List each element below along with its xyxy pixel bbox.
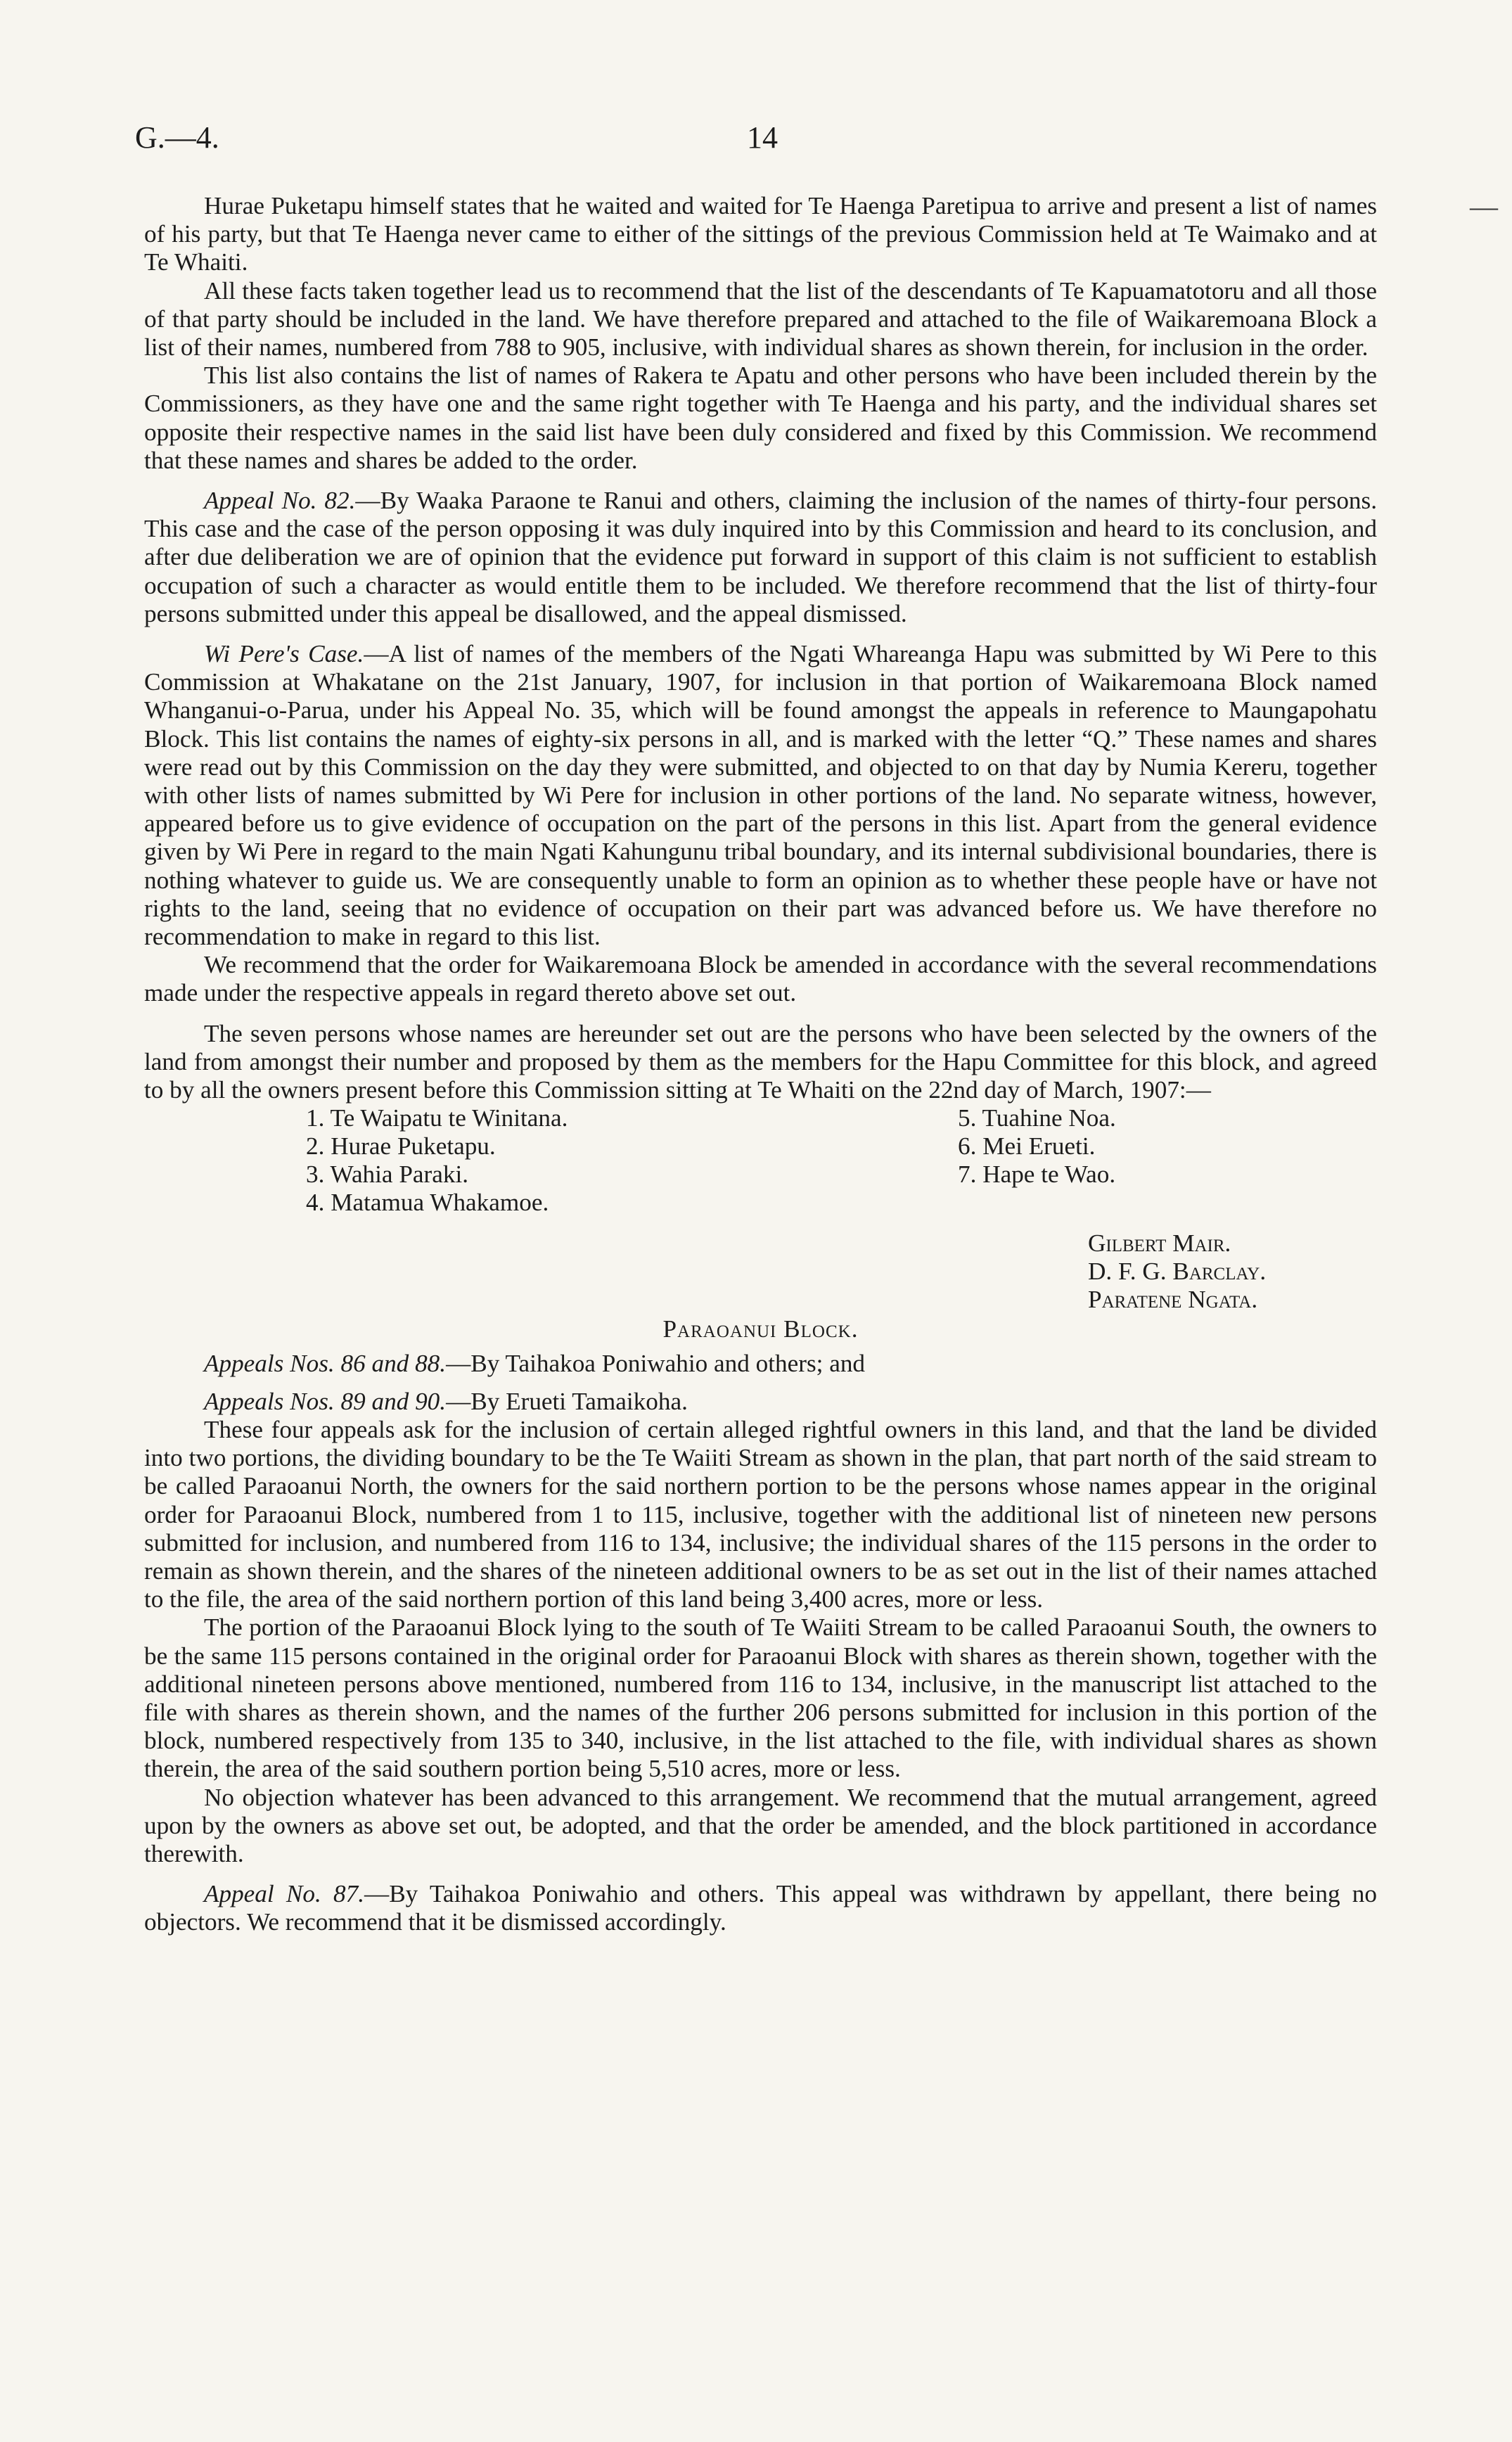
appeal-82-label: Appeal No. 82. <box>204 487 356 515</box>
commissioner-signatures <box>144 1229 1377 1315</box>
appeals-89-90-label: Appeals Nos. 89 and 90. <box>204 1387 447 1415</box>
paragraph-appeal-82 <box>144 487 1377 628</box>
member-item: 4. Matamua Whakamoe. <box>306 1189 549 1217</box>
wi-pere-text: —A list of names of the members of the Ngati Whareanga Hapu was submitted by Wi Pere to this Commission at Whakatane on the 21st January, 1907, for inclusion in that portion of Waikaremoana Block named Whanganui-o-Parua, under his Appeal No. 35, which will be found amongst the appeals in reference to Maungapohatu Block. This list contains the names of eighty-six persons in all, and is marked with the letter “Q.” These names and shares were read out by this Commission on the day they were submitted, and objected to on that day by Numia Kereru, together with other lists of names submitted by Wi Pere for inclusion in other portions of the land. No separate witness, however, appeared before us to give evidence of occupation on the part of the persons in this list. Apart from the general evidence given by Wi Pere in regard to the main Ngati Kahungunu tribal boundary, and its internal subdivisional boundaries, there is nothing whatever to guide us. We are consequently unable to form an opinion as to whether these people have or have not rights to the land, seeing that no evidence of occupation on their part was advanced before us. We have therefore no recommendation to make in regard to this list. <box>144 640 1377 951</box>
paragraph-hurae-puketapu: Hurae Puketapu himself states that he waited and waited for Te Haenga Paretipua to arrive and present a list of names of his party, but that Te Haenga never came to either of the sittings of the previous Commission held at Te Waimako and at Te Whaiti. <box>144 192 1377 276</box>
section-heading-paraoanui: Paraoanui Block. <box>662 1315 859 1343</box>
paragraph-seven-persons: The seven persons whose names are hereunder set out are the persons who have been selected by the owners of the land from amongst their number and proposed by them as the members for the Hapu Committee for this block, and agreed to by all the owners present before this Commission sitting at Te Whaiti on the 22nd day of March, 1907:— <box>144 1019 1377 1104</box>
wi-pere-label: Wi Pere's Case. <box>204 640 364 668</box>
body-text <box>144 192 1377 1937</box>
page-number: 14 <box>747 120 778 155</box>
member-item: 1. Te Waipatu te Winitana. <box>306 1104 568 1132</box>
signatory-name: D. F. G. Barclay. <box>1088 1258 1267 1286</box>
appeals-86-88-label: Appeals Nos. 86 and 88. <box>204 1349 447 1377</box>
margin-dash-mark: — <box>1470 191 1498 222</box>
signatory-name: Paratene Ngata. <box>1088 1286 1258 1314</box>
appeal-82-text: —By Waaka Paraone te Ranui and others, claiming the inclusion of the names of thirty-four persons. This case and the case of the person opposing it was duly inquired into by this Commission and heard to its conclusion, and after due deliberation we are of opinion that the evidence put forward in support of this claim is not sufficient to establish occupation of such a character as would entitle them to be included. We therefore recommend that the list of thirty-four persons submitted under this appeal be disallowed, and the appeal dismissed. <box>144 487 1377 627</box>
paragraph-no-objection: No objection whatever has been advanced to this arrangement. We recommend that the mutual arrangement, agreed upon by the owners as above set out, be adopted, and that the order be amended, and the block partitioned in accordance therewith. <box>144 1783 1377 1867</box>
member-item: 6. Mei Erueti. <box>958 1132 1096 1161</box>
signatory-name: Gilbert Mair. <box>1088 1229 1231 1258</box>
appeal-87-text: —By Taihakoa Poniwahio and others. This appeal was withdrawn by appellant, there being no objectors. We recommend that it be dismissed accordingly. <box>144 1880 1377 1936</box>
parliamentary-paper-reference: G.—4. <box>135 120 219 155</box>
paragraph-appeals-86-88 <box>144 1350 1377 1378</box>
paragraph-wi-pere-case <box>144 640 1377 951</box>
appeals-89-90-text: —By Erueti Tamaikoha. <box>446 1387 688 1415</box>
paragraph-recommend-amend: We recommend that the order for Waikaremoana Block be amended in accordance with the several recommendations made under the respective appeals in regard thereto above set out. <box>144 951 1377 1007</box>
paragraph-rakera-list: This list also contains the list of names of Rakera te Apatu and other persons who have been included therein by the Commissioners, as they have one and the same right together with Te Haenga and his party, and the individual shares set opposite their respective names in the said list have been duly considered and fixed by this Commission. We recommend that these names and shares be added to the order. <box>144 362 1377 474</box>
appeal-87-label: Appeal No. 87. <box>204 1880 365 1908</box>
paragraph-facts-recommend: All these facts taken together lead us to recommend that the list of the descendants of Te Kapuamatotoru and all those of that party should be included in the land. We have therefore prepared and attached to the file of Waikaremoana Block a list of their names, numbered from 788 to 905, inclusive, with individual shares as shown therein, for inclusion in the order. <box>144 276 1377 362</box>
paragraph-appeal-87 <box>144 1880 1377 1936</box>
hapu-committee-members <box>144 1104 1377 1222</box>
member-item: 2. Hurae Puketapu. <box>306 1132 496 1161</box>
member-item: 7. Hape te Wao. <box>958 1161 1116 1189</box>
member-item: 5. Tuahine Noa. <box>958 1104 1116 1132</box>
member-item: 3. Wahia Paraki. <box>306 1161 469 1189</box>
paragraph-paraoanui-south: The portion of the Paraoanui Block lying to the south of Te Waiiti Stream to be called Paraoanui South, the owners to be the same 115 persons contained in the original order for Paraoanui Block with shares as therein shown, together with the additional nineteen persons above mentioned, numbered from 116 to 134, inclusive, in the manuscript list attached to the file with shares as therein shown, and the names of the further 206 persons submitted for inclusion in this portion of the block, numbered respectively from 135 to 340, inclusive, in the list attached to the file, with individual shares as shown therein, the area of the said southern portion being 5,510 acres, more or less. <box>144 1613 1377 1783</box>
paragraph-four-appeals: These four appeals ask for the inclusion of certain alleged rightful owners in this land, and that the land be divided into two portions, the dividing boundary to be the Te Waiiti Stream as shown in the plan, that part north of the said stream to be called Paraoanui North, the owners for the said northern portion to be the persons whose names appear in the original order for Paraoanui Block, numbered from 1 to 115, inclusive, together with the additional list of nineteen new persons submitted for inclusion, and numbered from 116 to 134, inclusive; the individual shares of the 115 persons in the order to remain as shown therein, and the shares of the nineteen additional owners to be as set out in the list of their names attached to the file, the area of the said northern portion of this land being 3,400 acres, more or less. <box>144 1415 1377 1613</box>
paragraph-appeals-89-90 <box>144 1388 1377 1416</box>
running-head <box>135 120 1380 162</box>
appeals-86-88-text: —By Taihakoa Poniwahio and others; and <box>446 1349 866 1377</box>
